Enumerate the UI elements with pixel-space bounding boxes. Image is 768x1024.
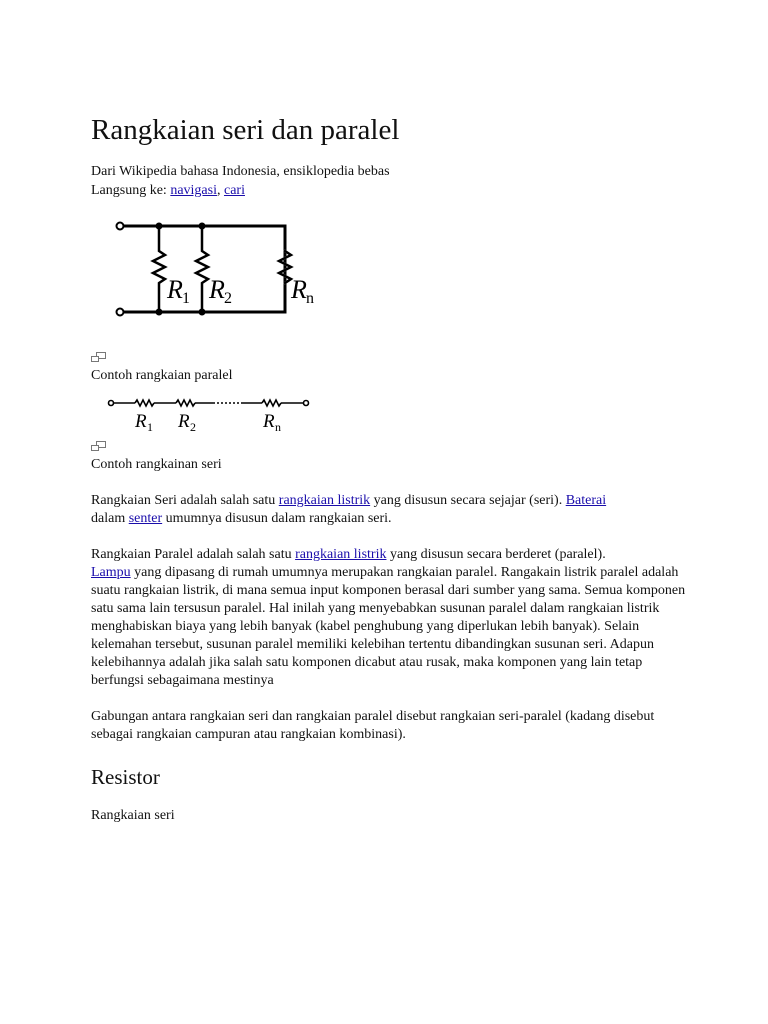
enlarge-icon[interactable] [91, 441, 106, 452]
text-span: yang dipasang di rumah umumnya merupakan rangkaian paralel. Rangakain listrik paralel adalah suatu rangkaian listrik, di mana semua input komponen berasal dari sumber yang sama. Semua komponen satu sama lain tersusun paralel. Hal inilah yang menyebabkan susunan paralel dalam rangkaian listrik menghabiskan biaya yang lebih banyak (kabel penghubung yang diperlukan lebih banyak). Selain kelemahan tersebut, susunan paralel memiliki kelebihan tertentu dibandingkan susunan seri. Adapun kelebihannya adalah jika salah satu komponen dicabut atau rusak, maka komponen yang lain tetap berfungsi sebagaimana mestinya [91, 565, 686, 688]
text-span: Rangkaian Seri adalah salah satu [91, 493, 279, 508]
jump-separator: , [216, 183, 224, 198]
navigation-link[interactable]: navigasi [170, 183, 217, 198]
text-span: yang disusun secara sejajar (seri). [370, 493, 566, 508]
link-rangkaian-listrik[interactable]: rangkaian listrik [295, 547, 387, 562]
text-span: Rangkaian Paralel adalah salah satu [91, 547, 296, 562]
paragraph-parallel [91, 546, 691, 690]
link-rangkaian-listrik[interactable]: rangkaian listrik [278, 493, 371, 508]
parallel-caption: Contoh rangkaian paralel [91, 368, 233, 383]
parallel-label-r2-sub: 2 [224, 290, 232, 307]
parallel-circuit-diagram[interactable] [91, 221, 331, 331]
series-label-r2: R [178, 411, 190, 432]
paragraph-series [91, 492, 691, 528]
series-label-r1-sub: 1 [147, 420, 153, 434]
link-lampu[interactable]: Lampu [91, 565, 131, 580]
link-senter[interactable]: senter [128, 511, 163, 526]
link-baterai[interactable]: Baterai [565, 493, 607, 508]
series-label-r2-sub: 2 [190, 420, 196, 434]
search-link[interactable]: cari [223, 183, 245, 198]
page-title: Rangkaian seri dan paralel [91, 114, 400, 146]
series-circuit-diagram[interactable] [91, 396, 311, 434]
series-label-r1: R [135, 411, 147, 432]
jump-prefix: Langsung ke: [91, 183, 171, 198]
paragraph-combination: Gabungan antara rangkaian seri dan rangkaian paralel disebut rangkaian seri-paralel (kadang disebut sebagai rangkaian campuran atau rangkaian kombinasi). [91, 709, 655, 742]
section-subtext: Rangkaian seri [91, 808, 175, 823]
jump-links [91, 181, 691, 200]
section-heading-resistor: Resistor [91, 765, 160, 789]
parallel-label-r2: R [209, 275, 225, 304]
source-line: Dari Wikipedia bahasa Indonesia, ensiklopedia bebas [91, 164, 390, 179]
article [91, 112, 691, 825]
parallel-label-rn-sub: n [306, 290, 314, 307]
series-label-rn: R [263, 411, 275, 432]
article-meta [91, 162, 691, 200]
series-caption: Contoh rangkainan seri [91, 457, 222, 472]
text-span: umumnya disusun dalam rangkaian seri. [162, 511, 392, 526]
text-span: yang disusun secara berderet (paralel). [386, 547, 606, 562]
enlarge-icon[interactable] [91, 352, 106, 363]
series-label-rn-sub: n [275, 420, 281, 434]
parallel-label-r1: R [167, 275, 183, 304]
text-span: dalam [91, 511, 129, 526]
parallel-label-rn: R [291, 275, 307, 304]
parallel-label-r1-sub: 1 [182, 290, 190, 307]
